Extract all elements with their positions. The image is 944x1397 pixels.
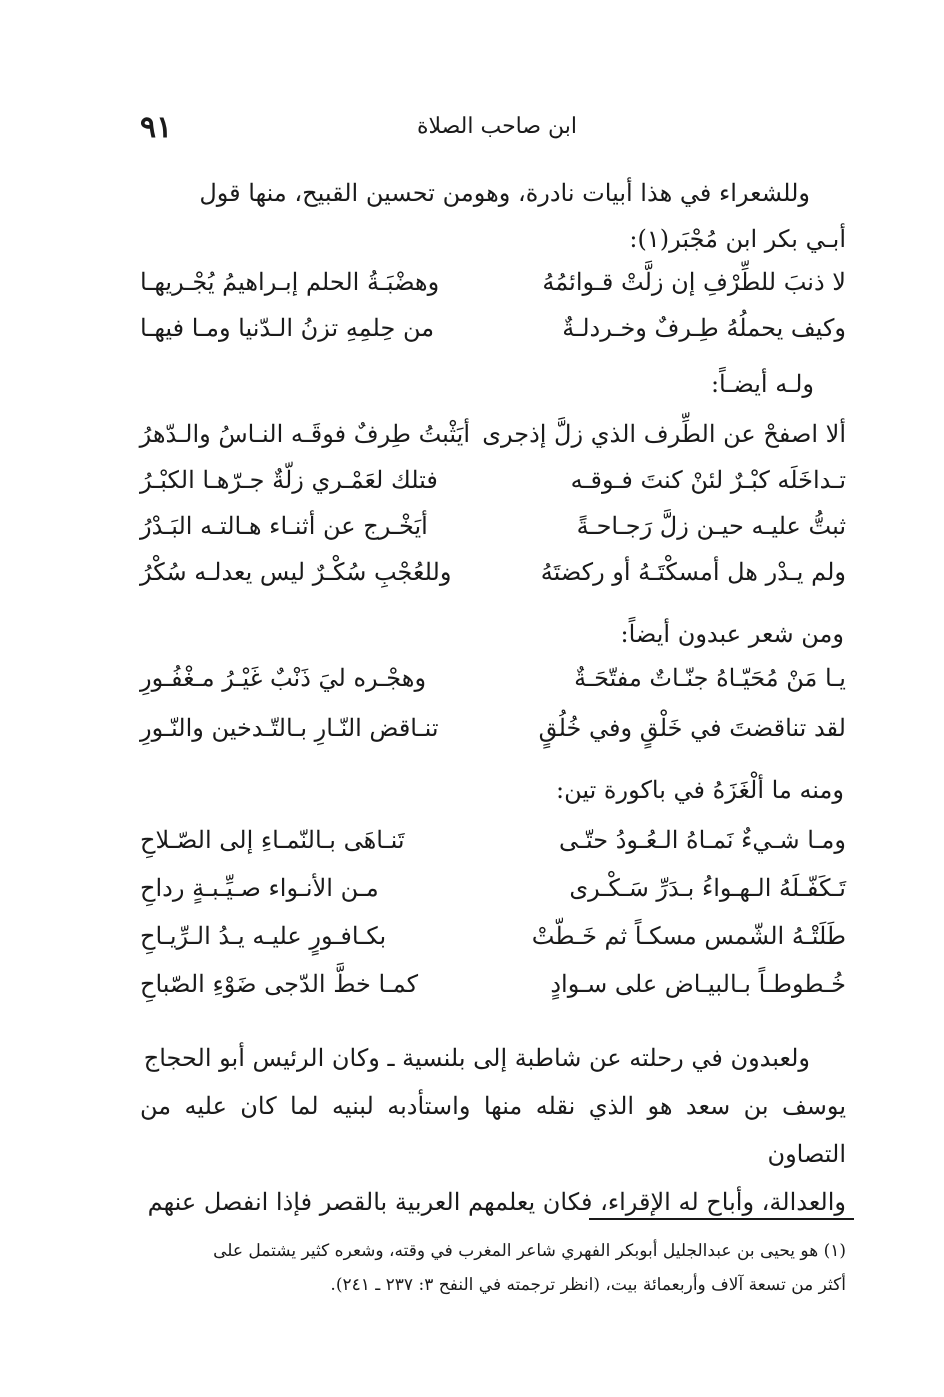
paragraph-line: وللشعراء في هذا أبيات نادرة، وهومن تحسين القبيح، منها قول — [199, 179, 810, 207]
verse-line — [140, 970, 846, 1016]
verse-second-hemistich: مـن الأنـواء صـيِّـبـةٍ رداحِ — [140, 874, 379, 902]
verse-second-hemistich: وهجْـره ليَ ذَنْبٌ غَيْـرُ مـغْفُـورِ — [140, 664, 427, 692]
paragraph-line: أبـي بكر ابن مُجْبَر(١): — [629, 225, 846, 253]
verse-line — [140, 664, 846, 710]
verse-line — [140, 268, 846, 314]
page-header — [140, 110, 854, 150]
verse-line — [140, 466, 846, 512]
verse-first-hemistich: ألا اصفحْ عن الطِّرف الذي زلَّ إذجرى — [482, 420, 846, 448]
verse-second-hemistich: وللعُجْبِ سُكْـرٌ ليس يعدلـه سُكْرُ — [140, 558, 452, 586]
verse-second-hemistich: من حِلمِهِ تزنُ الـدّنيا ومـا فيهـا — [140, 314, 435, 342]
paragraph-line: والعدالة، وأباح له الإقراء، فكان يعلمهم العربية بالقصر فإذا انفصل عنهم — [147, 1188, 846, 1216]
verse-line — [140, 420, 846, 466]
verse-first-hemistich: يـا مَنْ مُحَيّـاهُ جنّـاتٌ مفتّحَـةٌ — [574, 664, 846, 692]
verse-line — [140, 874, 846, 920]
paragraph-line: يوسف بن سعد هو الذي نقله منها واستأدبه لبنيه لما كان عليه من التصاون — [140, 1092, 846, 1168]
page-number: ٩١ — [140, 110, 173, 145]
footnote-separator — [589, 1218, 854, 1220]
verse-first-hemistich: ومـا شـيءٌ نَمـاهُ الـعُـودُ حتّـى — [558, 826, 846, 854]
verse-first-hemistich: طَلَتْـهُ الشّمس مسكـاً ثم خَـطّتْ — [531, 922, 846, 950]
poem-intro: ومن شعر عبدون أيضاً: — [620, 620, 844, 648]
verse-first-hemistich: لقد تناقضتَ في خَلْقٍ وفي خُلُقٍ — [538, 714, 846, 742]
poem-intro: ولـه أيضـاً: — [710, 370, 814, 398]
verse-second-hemistich: كمـا خطَّ الدّجى ضَوْءِ الصّباحِ — [140, 970, 419, 998]
verse-second-hemistich: بكـافـورٍ عليـه يـدُ الـرِّيـاحِ — [140, 922, 387, 950]
footnote-line: أكثر من تسعة آلاف وأربعمائة بيت، (انظر ترجمته في النفح ٣: ٢٣٧ ـ ٢٤١). — [330, 1275, 846, 1295]
verse-line — [140, 714, 846, 760]
verse-line — [140, 558, 846, 604]
verse-first-hemistich: ولم يـدْر هل أمسكْتَـهُ أو ركضتَهُ — [540, 558, 846, 586]
closing-paragraph — [140, 1034, 846, 1226]
running-title: ابن صاحب الصلاة — [416, 114, 578, 139]
verse-line — [140, 826, 846, 872]
poem-intro: ومنه ما ألْغَزَهُ في باكورة تين: — [556, 776, 844, 804]
verse-line — [140, 314, 846, 360]
verse-line — [140, 922, 846, 968]
verse-second-hemistich: تَنـاهَى بـالنّمـاءِ إلى الصّـلاحِ — [140, 826, 405, 854]
verse-second-hemistich: أيَخْـرج عن أثنـاء هـالتـه البَـدْرُ — [140, 512, 428, 540]
verse-first-hemistich: تـداخَلَه كبْـرٌ لئنْ كنتَ فـوقـه — [570, 466, 846, 494]
verse-first-hemistich: تَـكَفّـلَهُ الـهـواءُ بـدَرِّ سَـكْـرى — [569, 874, 846, 902]
verse-second-hemistich: أيَثْبتُ طِرفٌ فوقَـه النـاسُ والـدّهرُ — [139, 420, 470, 448]
footnote-line: (١) هو يحيى بن عبدالجليل أبوبكر الفهري شاعر المغرب في وقته، وشعره كثير يشتمل على — [213, 1241, 846, 1261]
opening-paragraph — [140, 170, 846, 262]
verse-first-hemistich: لا ذنبَ للطِّرْفِ إن زلَّتْ قـوائمُهُ — [542, 268, 846, 296]
verse-first-hemistich: خُـطوطـاً بـالبيـاض على سـوادٍ — [550, 970, 846, 998]
verse-second-hemistich: تنـاقض النّـارِ بـالتّـدخين والنّـورِ — [140, 714, 439, 742]
paragraph-line: ولعبدون في رحلته عن شاطبة إلى بلنسية ـ وكان الرئيس أبو الحجاج — [143, 1044, 810, 1072]
verse-second-hemistich: فتلك لعَمْـري زلّةٌ جـرّهـا الكبْـرُ — [140, 466, 438, 494]
footnotes — [140, 1234, 846, 1302]
verse-first-hemistich: ثبتُّ عليـه حيـن زلَّ رَجـاحـةً — [576, 512, 846, 540]
verse-first-hemistich: وكيف يحملُهُ طِـرفٌ وخـردلـةٌ — [562, 314, 846, 342]
verse-second-hemistich: وهضْبَـةُ الحلم إبـراهيمُ يُجْـريهـا — [140, 268, 440, 296]
verse-line — [140, 512, 846, 558]
